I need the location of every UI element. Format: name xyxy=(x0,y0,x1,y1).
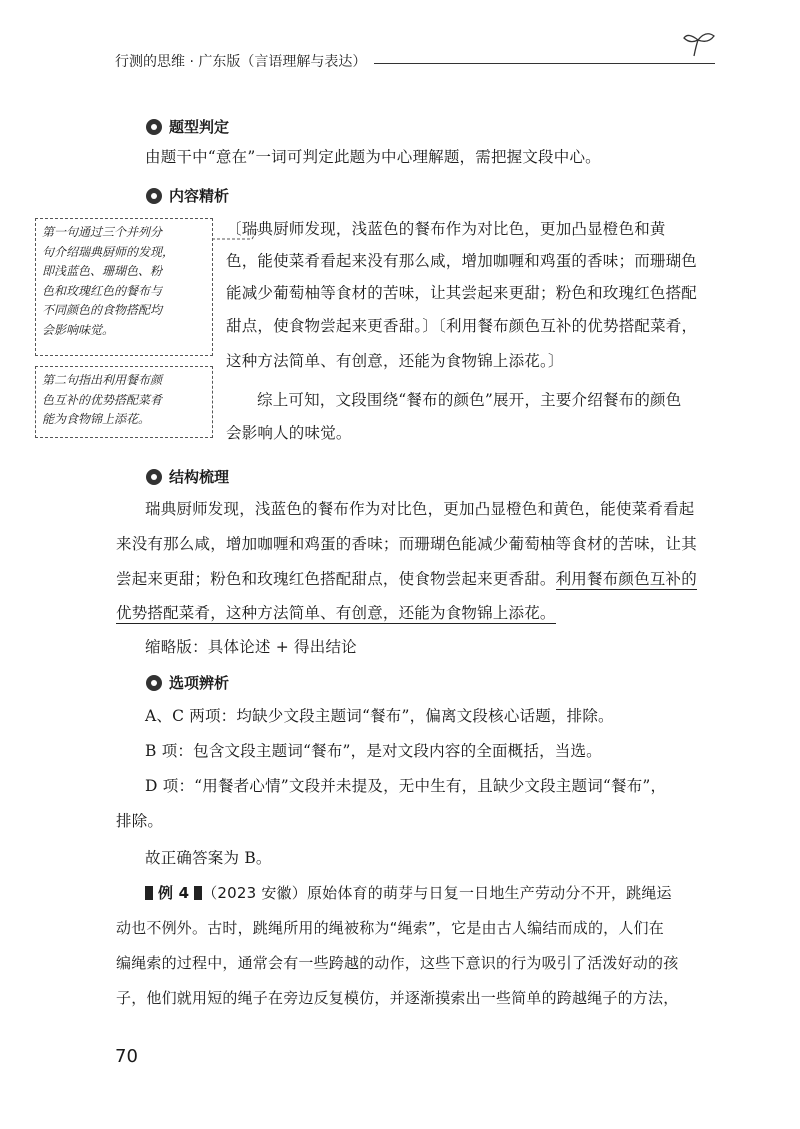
flower-icon xyxy=(145,674,163,692)
option-d: D 项：“用餐者心情”文段并未提及，无中生有，且缺少文段主题词“餐布”， xyxy=(145,777,667,795)
note-line: 色和玫瑰红色的餐布与 xyxy=(42,283,163,298)
jiegou-underlined: 优势搭配菜肴，这种方法简单、有创意，还能为食物锦上添花。 xyxy=(116,604,556,622)
passage-line: 色，能使菜肴看起来没有那么咸，增加咖喱和鸡蛋的香味；而珊瑚色 xyxy=(226,252,698,270)
tixing-text: 由题干中“意在”一词可判定此题为中心理解题，需把握文段中心。 xyxy=(145,148,601,166)
summary-line: 综上可知，文段围绕“餐布的颜色”展开，主要介绍餐布的颜色 xyxy=(257,391,682,409)
jiegou-underlined: 利用餐布颜色互补的 xyxy=(555,570,697,588)
jiegou-line xyxy=(116,568,697,590)
note-line: 能为食物锦上添花。 xyxy=(42,412,151,426)
example-line: 子，他们就用短的绳子在旁边反复模仿，并逐渐摸索出一些简单的跨越绳子的方法， xyxy=(116,989,679,1007)
option-ac: A、C 两项：均缺少文段主题词“餐布”，偏离文段核心话题，排除。 xyxy=(145,707,614,725)
sprout-icon xyxy=(680,28,720,58)
jiegou-line: 瑞典厨师发现，浅蓝色的餐布作为对比色，更加凸显橙色和黄色，能使菜肴看起 xyxy=(145,500,695,518)
passage-line: 能减少葡萄柚等食材的苦味，让其尝起来更甜；粉色和玫瑰红色搭配 xyxy=(226,284,698,302)
note-line: 不同颜色的食物搭配均 xyxy=(42,303,163,317)
note-line: 第一句通过三个并列分 xyxy=(42,225,163,239)
example-label: 例 4 xyxy=(157,884,190,902)
page-number: 70 xyxy=(115,1046,138,1067)
flower-icon xyxy=(145,118,163,136)
example-line: 编绳索的过程中，通常会有一些跨越的动作，这些下意识的行为吸引了活泼好动的孩 xyxy=(116,954,679,972)
summary-line: 会影响人的味觉。 xyxy=(226,424,352,442)
note-line: 第二句指出利用餐布颜 xyxy=(42,373,163,387)
option-b: B 项：包含文段主题词“餐布”，是对文段内容的全面概括，当选。 xyxy=(145,742,602,760)
option-d-cont: 排除。 xyxy=(116,812,164,830)
section-xuanxiang xyxy=(145,672,229,693)
section-title: 选项辨析 xyxy=(169,674,230,692)
note-line: 色互补的优势搭配菜肴 xyxy=(42,392,163,407)
example-marker-left xyxy=(145,886,153,900)
side-note-2 xyxy=(35,366,213,438)
note-line: 即浅蓝色、珊瑚色、粉 xyxy=(42,264,163,278)
passage-line: 〔瑞典厨师发现，浅蓝色的餐布作为对比色，更加凸显橙色和黄 xyxy=(226,220,666,238)
jiegou-line: 来没有那么咸，增加咖喱和鸡蛋的香味；而珊瑚色能减少葡萄柚等食材的苦味，让其 xyxy=(116,535,697,553)
suolue-line: 缩略版：具体论述 + 得出结论 xyxy=(145,638,357,656)
example-line: 动也不例外。古时，跳绳所用的绳被称为“绳索”，它是由古人编结而成的，人们在 xyxy=(116,919,664,937)
example-marker-right xyxy=(194,886,202,900)
flower-icon xyxy=(145,187,163,205)
flower-icon xyxy=(145,468,163,486)
note-line: 句介绍瑞典厨师的发现， xyxy=(42,244,175,259)
header-title: 行测的思维 · 广东版（言语理解与表达） xyxy=(115,54,367,70)
jiegou-text: 尝起来更甜；粉色和玫瑰红色搭配甜点，使食物尝起来更香甜。 xyxy=(116,570,556,588)
example-line xyxy=(145,882,672,904)
section-tixing xyxy=(145,116,229,137)
passage-line: 甜点，使食物尝起来更香甜。〕〔利用餐布颜色互补的优势搭配菜肴， xyxy=(226,317,698,335)
note-line: 会影响味觉。 xyxy=(42,322,115,337)
section-title: 内容精析 xyxy=(169,187,230,205)
answer-line: 故正确答案为 B。 xyxy=(145,849,272,867)
side-note-1 xyxy=(35,218,213,356)
section-jiegou xyxy=(145,466,229,487)
header-rule xyxy=(374,63,715,64)
jiegou-line xyxy=(116,602,556,624)
section-neirong xyxy=(145,185,229,206)
running-header xyxy=(115,50,715,72)
example-text: （2023 安徽）原始体育的萌芽与日复一日地生产劳动分不开，跳绳运 xyxy=(202,884,672,902)
section-title: 题型判定 xyxy=(169,118,230,136)
section-title: 结构梳理 xyxy=(169,468,230,486)
passage-line: 这种方法简单、有创意，还能为食物锦上添花。〕 xyxy=(226,352,564,370)
